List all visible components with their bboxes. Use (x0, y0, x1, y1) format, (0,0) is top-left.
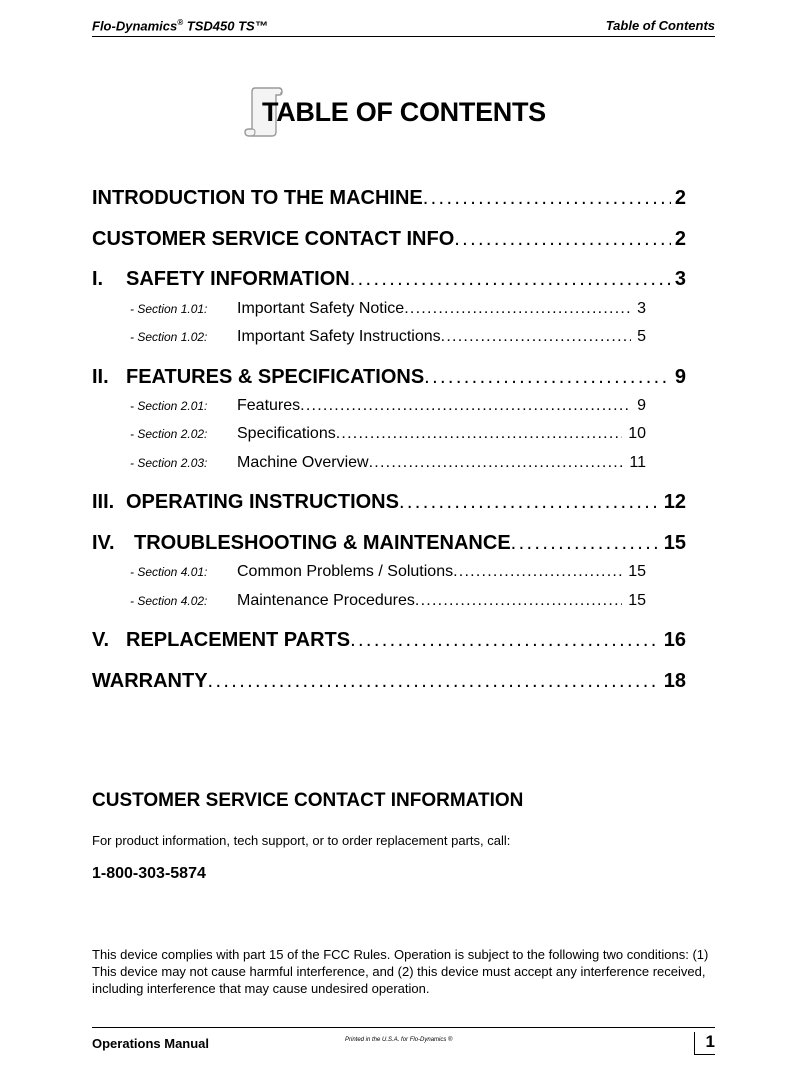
toc-entry[interactable]: I. SAFETY INFORMATION . . . 3 (92, 268, 686, 291)
toc-entry[interactable]: IV. TROUBLESHOOTING & MAINTENANCE . . . 15 (92, 532, 686, 555)
phone-number: 1-800-303-5874 (92, 865, 206, 882)
header-section: Table of Contents (605, 18, 715, 33)
toc-entry[interactable]: II. FEATURES & SPECIFICATIONS . . . 9 (92, 366, 686, 389)
contact-title: CUSTOMER SERVICE CONTACT INFORMATION (92, 790, 524, 811)
toc-subentry[interactable]: - Section 2.01: Features . . . 9 (130, 397, 646, 415)
toc-subentry[interactable]: - Section 4.02: Maintenance Procedures . . . 15 (130, 592, 646, 610)
toc-subentry[interactable]: - Section 1.02: Important Safety Instructions . . . 5 (130, 328, 646, 346)
page-footer (92, 1027, 715, 1051)
footer-printed: Printed in the U.S.A. for Flo-Dynamics ® (345, 1037, 453, 1043)
page-header (92, 16, 715, 37)
page-title: TABLE OF CONTENTS (262, 97, 546, 127)
toc-subentry[interactable]: - Section 2.03: Machine Overview . . . 11 (130, 454, 646, 472)
header-product: Flo-Dynamics® TSD450 TS™ (92, 18, 268, 34)
toc-entry[interactable]: V. REPLACEMENT PARTS . . . 16 (92, 629, 686, 652)
toc-subentry[interactable]: - Section 2.02: Specifications . . . 10 (130, 425, 646, 443)
page-number: 1 (694, 1032, 715, 1055)
toc-entry[interactable]: III. OPERATING INSTRUCTIONS . . . 12 (92, 491, 686, 514)
toc-entry[interactable]: INTRODUCTION TO THE MACHINE . . . 2 (92, 187, 686, 210)
toc-entry[interactable]: CUSTOMER SERVICE CONTACT INFO . . . 2 (92, 228, 686, 251)
toc-subentry[interactable]: - Section 1.01: Important Safety Notice . . . 3 (130, 300, 646, 318)
toc-entry[interactable]: WARRANTY . . . 18 (92, 670, 686, 693)
toc-subentry[interactable]: - Section 4.01: Common Problems / Solutions . . . 15 (130, 563, 646, 581)
footer-manual: Operations Manual (92, 1036, 210, 1051)
fcc-statement: This device complies with part 15 of the FCC Rules. Operation is subject to the following two conditions: (1) This device may not cause harmful interference, and (2) this device must accept any interference received, including interference that may cause undesired operation. (92, 947, 709, 996)
contact-line: For product information, tech support, or to order replacement parts, call: (92, 833, 511, 848)
